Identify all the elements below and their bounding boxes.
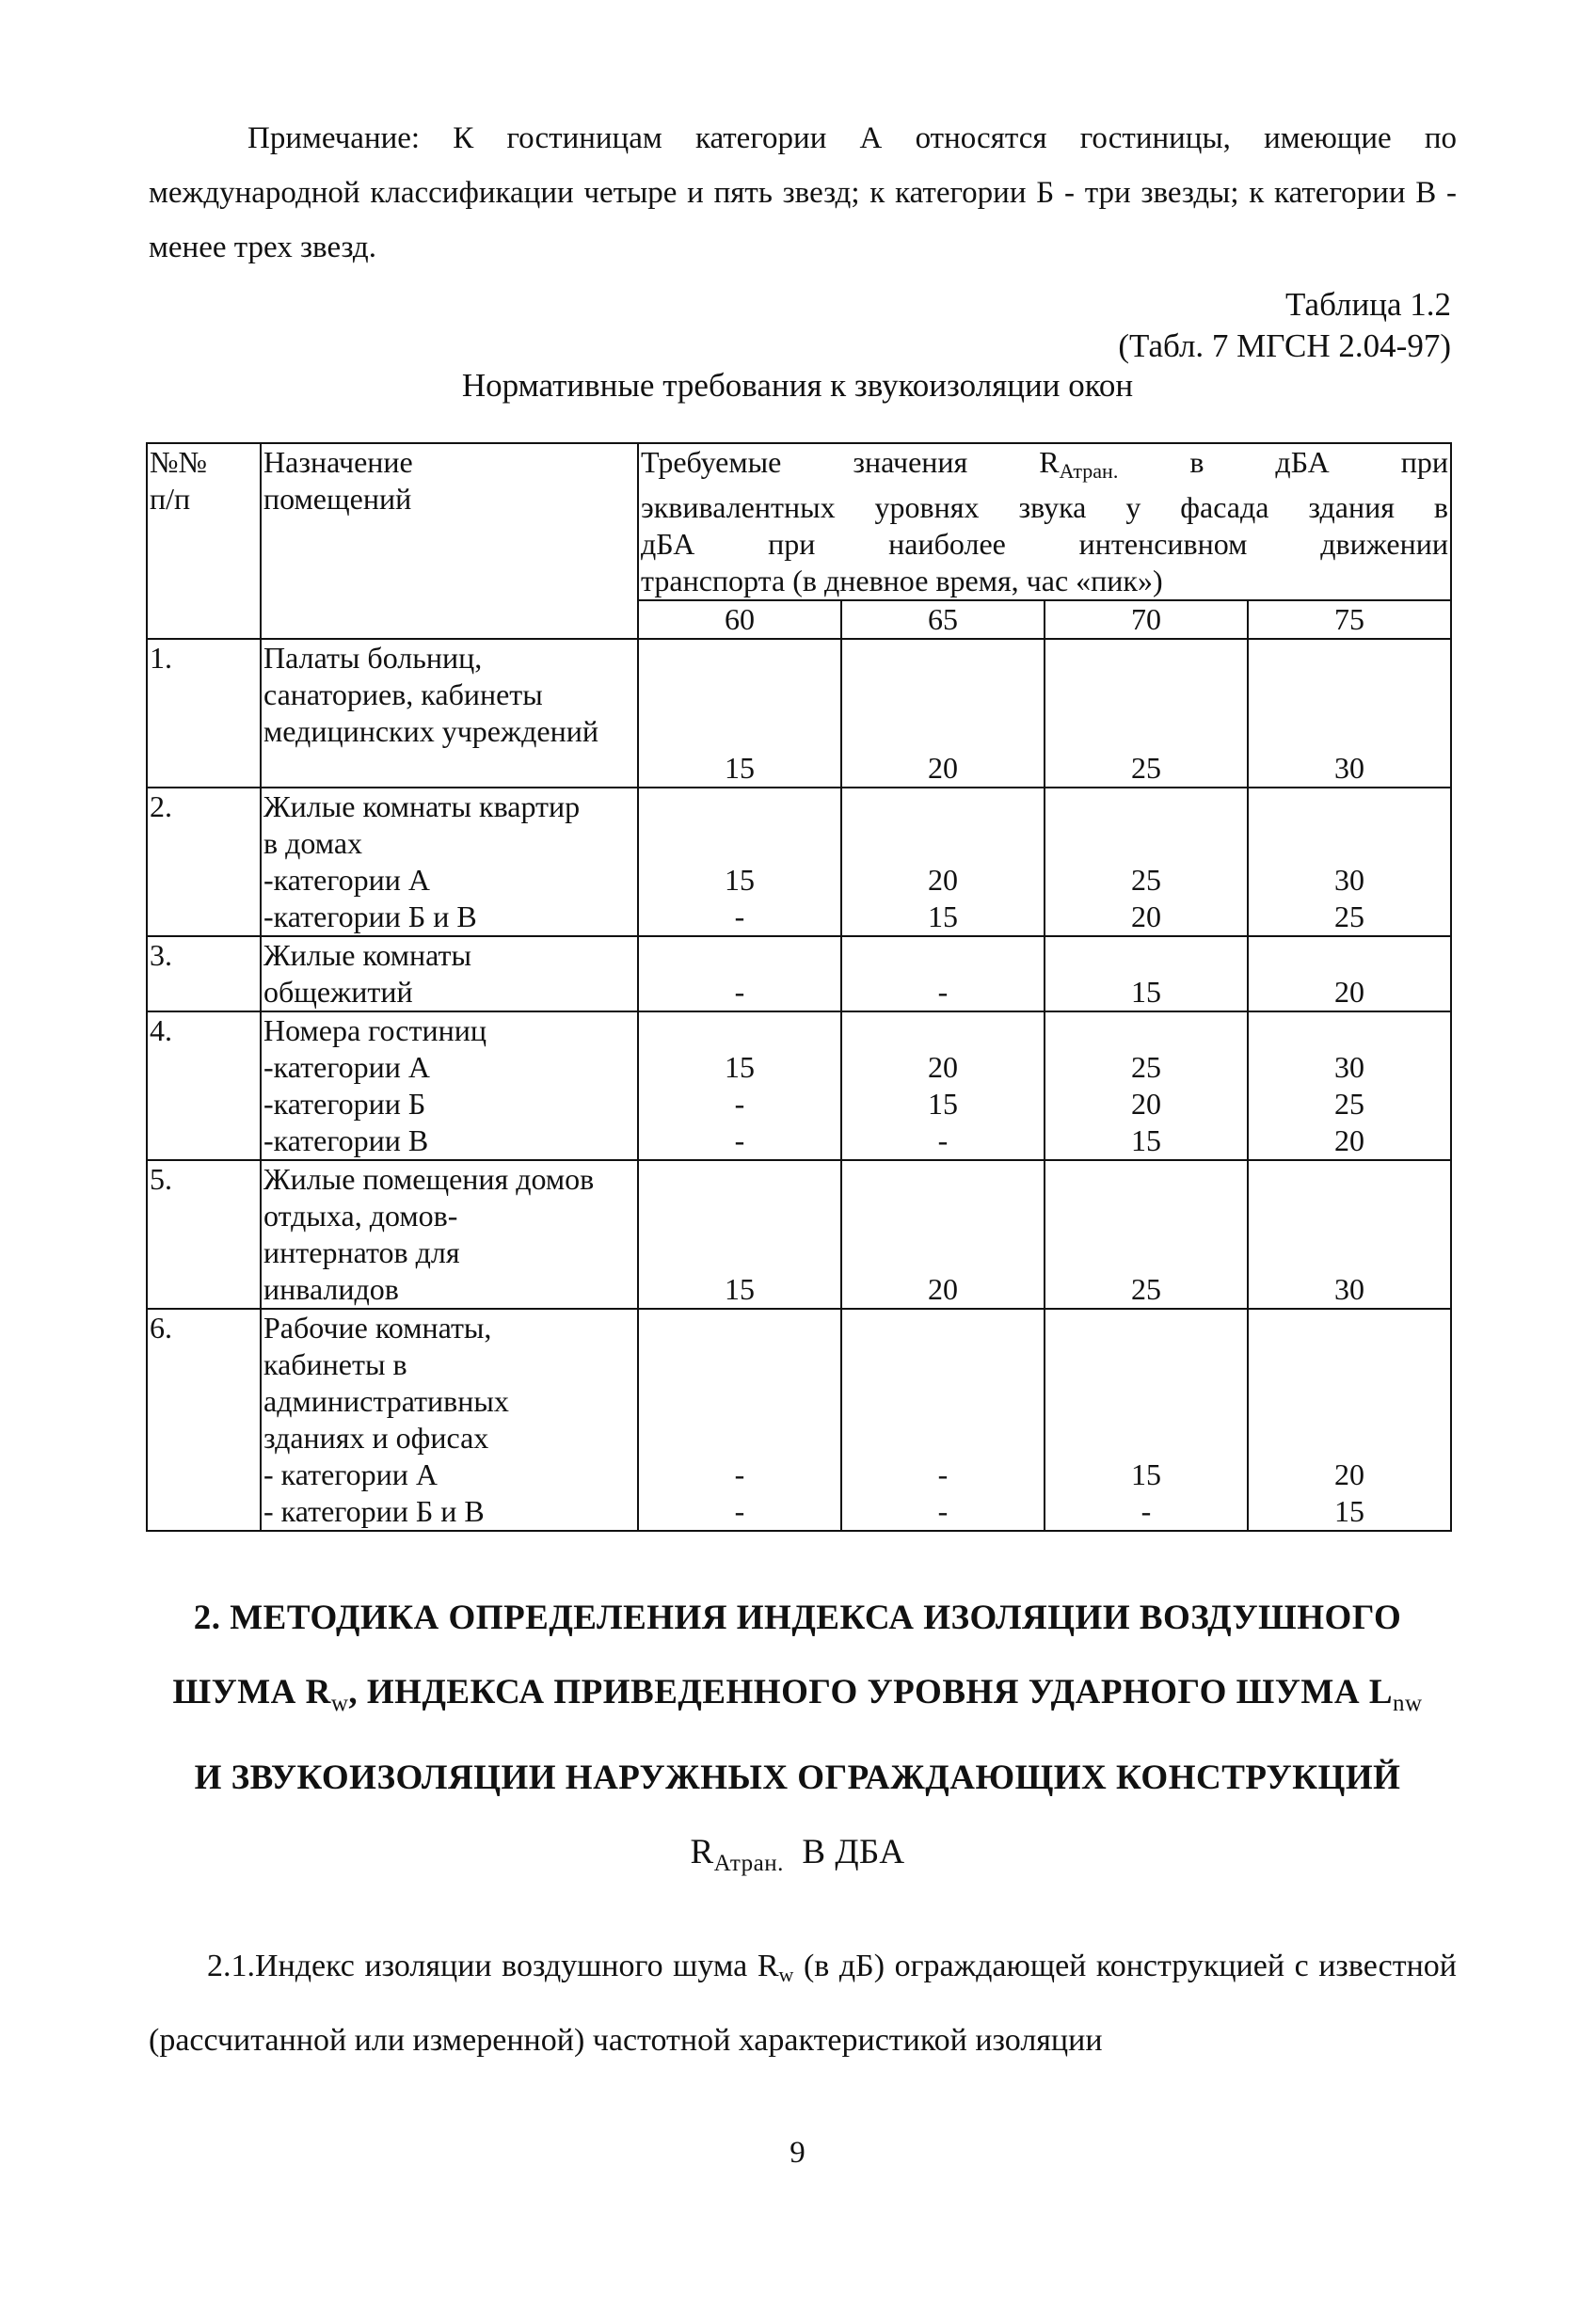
value-line [844,1420,1042,1456]
value-line [1047,1310,1245,1346]
heading-text: , ИНДЕКСА ПРИВЕДЕННОГО УРОВНЯ УДАРНОГО ШУМА L [348,1673,1393,1711]
heading-line-3: И ЗВУКОИЗОЛЯЦИИ НАРУЖНЫХ ОГРАЖДАЮЩИХ КОНСТРУКЦИЙ [194,1759,1401,1797]
value-line [1047,825,1245,862]
value-line: 15 [1131,975,1161,1009]
row-purpose-line: -категории А [263,1050,430,1084]
header-purpose-cell [261,443,638,639]
heading-unit: В ДБА [802,1833,905,1871]
row-purpose-cell [261,936,638,1011]
value-line: 30 [1334,863,1364,897]
value-line [1251,713,1448,750]
value-line: 25 [1334,899,1364,933]
value-cell [841,936,1045,1011]
value-line: - [734,1123,745,1157]
section-heading [0,1581,1595,1901]
row-purpose-line: Жилые комнаты квартир [263,789,581,823]
value-line: 15 [928,899,958,933]
value-line: - [734,1087,745,1121]
row-purpose-cell [261,788,638,936]
value-line [1047,677,1245,713]
value-cell [638,788,841,936]
value-line: 20 [928,1272,958,1306]
value-cell [841,1309,1045,1531]
row-number-cell: 2. [147,788,261,936]
value-line [1047,1346,1245,1383]
value-line [1047,788,1245,825]
row-purpose-line: кабинеты в [263,1347,407,1381]
value-line [1251,825,1448,862]
value-line [641,1234,838,1271]
value-line: 25 [1131,1272,1161,1306]
value-line [641,1420,838,1456]
row-purpose-line: административных [263,1384,509,1418]
value-line [1047,937,1245,974]
value-line: 30 [1334,1050,1364,1084]
header-required-line: транспорта (в дневное время, час «пик») [641,564,1163,597]
value-line [641,1346,838,1383]
value-line [1251,1310,1448,1346]
value-line: 15 [928,1087,958,1121]
value-line [844,788,1042,825]
row-purpose-line: санаториев, кабинеты [263,677,543,711]
heading-subscript: Атран. [713,1851,784,1876]
value-line [641,1383,838,1420]
value-line [1047,1012,1245,1049]
value-line [844,1346,1042,1383]
heading-line-4 [0,1815,1595,1901]
value-line [1251,1234,1448,1271]
table-row [147,639,1451,788]
value-line [641,1161,838,1198]
table-row [147,1011,1451,1160]
value-line [844,1198,1042,1234]
header-required-line [641,444,1448,489]
value-line [844,677,1042,713]
table-row [147,1309,1451,1531]
row-purpose-line: интернатов для [263,1235,460,1269]
value-line [844,1012,1042,1049]
value-line [1251,677,1448,713]
value-line [641,1012,838,1049]
value-cell [638,1309,841,1531]
table-header-row [147,443,1451,600]
value-cell [1045,788,1248,936]
value-line: 20 [928,1050,958,1084]
value-line [1047,1234,1245,1271]
value-line: - [734,899,745,933]
row-purpose-line: -категории А [263,863,430,897]
value-line: - [734,1457,745,1491]
value-line [844,1234,1042,1271]
value-line: 15 [1334,1494,1364,1528]
heading-text: ШУМА R [172,1673,331,1711]
value-line [844,825,1042,862]
row-number-cell: 3. [147,936,261,1011]
header-num-cell [147,443,261,639]
value-line: 20 [1131,899,1161,933]
value-cell [1248,1011,1451,1160]
value-line [844,1310,1042,1346]
header-num-line: п/п [150,482,191,516]
value-line [844,640,1042,677]
row-purpose-line: общежитий [263,975,413,1009]
value-line: 15 [725,1272,755,1306]
row-number-cell: 6. [147,1309,261,1531]
norms-table [146,442,1452,1532]
row-purpose-line: Жилые помещения домов [263,1162,595,1196]
row-purpose-cell [261,1011,638,1160]
value-line: 25 [1334,1087,1364,1121]
value-cell [1248,1160,1451,1309]
row-purpose-line: Номера гостиниц [263,1013,486,1047]
value-line: 25 [1131,863,1161,897]
row-purpose-line: отдыха, домов- [263,1199,458,1233]
value-cell [638,1160,841,1309]
value-cell [1045,639,1248,788]
heading-subscript: nw [1393,1691,1423,1716]
heading-subscript: w [330,1691,349,1716]
value-line [641,788,838,825]
value-cell [1045,936,1248,1011]
row-purpose-line: Рабочие комнаты, [263,1311,492,1345]
norms-table-body [147,443,1451,1531]
value-cell [1248,788,1451,936]
value-line: - [734,975,745,1009]
value-line [1251,640,1448,677]
value-line [1251,1383,1448,1420]
value-line: 25 [1131,751,1161,785]
value-cell [638,1011,841,1160]
value-cell [638,936,841,1011]
paragraph-text: 2.1.Индекс изоляции воздушного шума R [207,1949,779,1983]
value-line [641,640,838,677]
value-line: 20 [1334,1123,1364,1157]
value-cell [841,1011,1045,1160]
value-cell [841,639,1045,788]
value-line [844,713,1042,750]
heading-line-1: 2. МЕТОДИКА ОПРЕДЕЛЕНИЯ ИНДЕКСА ИЗОЛЯЦИИ ВОЗДУШНОГО [193,1599,1402,1637]
level-cell: 65 [841,600,1045,639]
value-line: 15 [725,751,755,785]
value-line [1251,1012,1448,1049]
header-purpose-line: помещений [263,482,412,516]
value-line: 20 [928,751,958,785]
value-line: 20 [1334,975,1364,1009]
row-number-cell: 5. [147,1160,261,1309]
row-purpose-cell [261,639,638,788]
value-line: - [937,1123,949,1157]
value-line [641,937,838,974]
table-number: Таблица 1.2 [1285,286,1451,323]
body-paragraph [149,1934,1457,2074]
value-cell [638,639,841,788]
value-line: 30 [1334,1272,1364,1306]
value-cell [1045,1160,1248,1309]
value-line: - [937,975,949,1009]
row-purpose-cell [261,1160,638,1309]
paragraph-subscript: w [778,1963,794,1986]
value-line [1047,1420,1245,1456]
header-required-subscript: Атран. [1059,459,1119,483]
table-title: Нормативные требования к звукоизоляции окон [461,367,1134,404]
heading-line-2 [0,1655,1595,1741]
value-line: 20 [1131,1087,1161,1121]
row-purpose-line [263,750,635,787]
value-cell [841,788,1045,936]
value-line: - [937,1457,949,1491]
value-cell [1248,1309,1451,1531]
row-purpose-line: зданиях и офисах [263,1421,489,1455]
level-cell: 60 [638,600,841,639]
value-line [641,1198,838,1234]
heading-symbol: R [690,1833,714,1871]
level-cell: 70 [1045,600,1248,639]
value-line [844,937,1042,974]
row-purpose-line: Палаты больниц, [263,641,483,675]
value-line [1251,788,1448,825]
header-required-cell [638,443,1451,600]
value-line [1251,1198,1448,1234]
value-line [641,825,838,862]
table-row [147,788,1451,936]
row-purpose-line: -категории В [263,1123,429,1157]
value-line [1047,1161,1245,1198]
value-line [1047,1198,1245,1234]
level-cell: 75 [1248,600,1451,639]
header-required-text: Требуемые значения R [641,445,1060,479]
value-line [641,677,838,713]
header-num-line: №№ [150,445,208,479]
value-line: 25 [1131,1050,1161,1084]
row-purpose-line: -категории Б [263,1087,426,1121]
value-line: 20 [1334,1457,1364,1491]
row-purpose-line: в домах [263,826,363,860]
table-label [1118,284,1451,367]
value-line [1047,1383,1245,1420]
row-purpose-line: -категории Б и В [263,899,477,933]
value-cell [1045,1309,1248,1531]
row-purpose-line: Жилые комнаты [263,938,472,972]
value-line [1047,640,1245,677]
value-cell [1248,936,1451,1011]
row-number-cell: 1. [147,639,261,788]
value-cell [1248,639,1451,788]
value-line [1251,1420,1448,1456]
row-purpose-line: - категории А [263,1457,438,1491]
value-line: 15 [1131,1123,1161,1157]
value-line [641,713,838,750]
value-line [1251,937,1448,974]
row-purpose-line: инвалидов [263,1272,399,1306]
table-source: (Табл. 7 МГСН 2.04-97) [1118,327,1451,364]
value-line [1251,1161,1448,1198]
paragraph-text: (в дБ) ограждающей конструкцией с известной (рассчитанной или измеренной) частотной характеристикой изоляции [149,1949,1457,2058]
value-line [1251,1346,1448,1383]
row-number-cell: 4. [147,1011,261,1160]
header-required-text: в дБА при [1118,445,1449,479]
value-cell [1045,1011,1248,1160]
table-row [147,936,1451,1011]
note-paragraph: Примечание: К гостиницам категории А относятся гостиницы, имеющие по международной классификации четыре и пять звезд; к категории Б - три звезды; к категории В - менее трех звезд. [149,121,1457,264]
value-line: 15 [725,1050,755,1084]
page-number: 9 [790,2136,805,2170]
value-line: - [1140,1494,1152,1528]
table-row [147,1160,1451,1309]
value-line: 20 [928,863,958,897]
value-line [641,1310,838,1346]
value-cell [841,1160,1045,1309]
value-line: - [937,1494,949,1528]
row-purpose-cell [261,1309,638,1531]
value-line [844,1161,1042,1198]
value-line: 15 [725,863,755,897]
header-purpose-line: Назначение [263,445,413,479]
value-line: 30 [1334,751,1364,785]
row-purpose-line: - категории Б и В [263,1494,485,1528]
value-line: 15 [1131,1457,1161,1491]
value-line [1047,713,1245,750]
value-line: - [734,1494,745,1528]
header-required-line: дБА при наиболее интенсивном движении [641,527,1448,561]
row-purpose-line: медицинских учреждений [263,714,598,748]
value-line [844,1383,1042,1420]
header-required-line: эквивалентных уровнях звука у фасада здания в [641,490,1448,524]
